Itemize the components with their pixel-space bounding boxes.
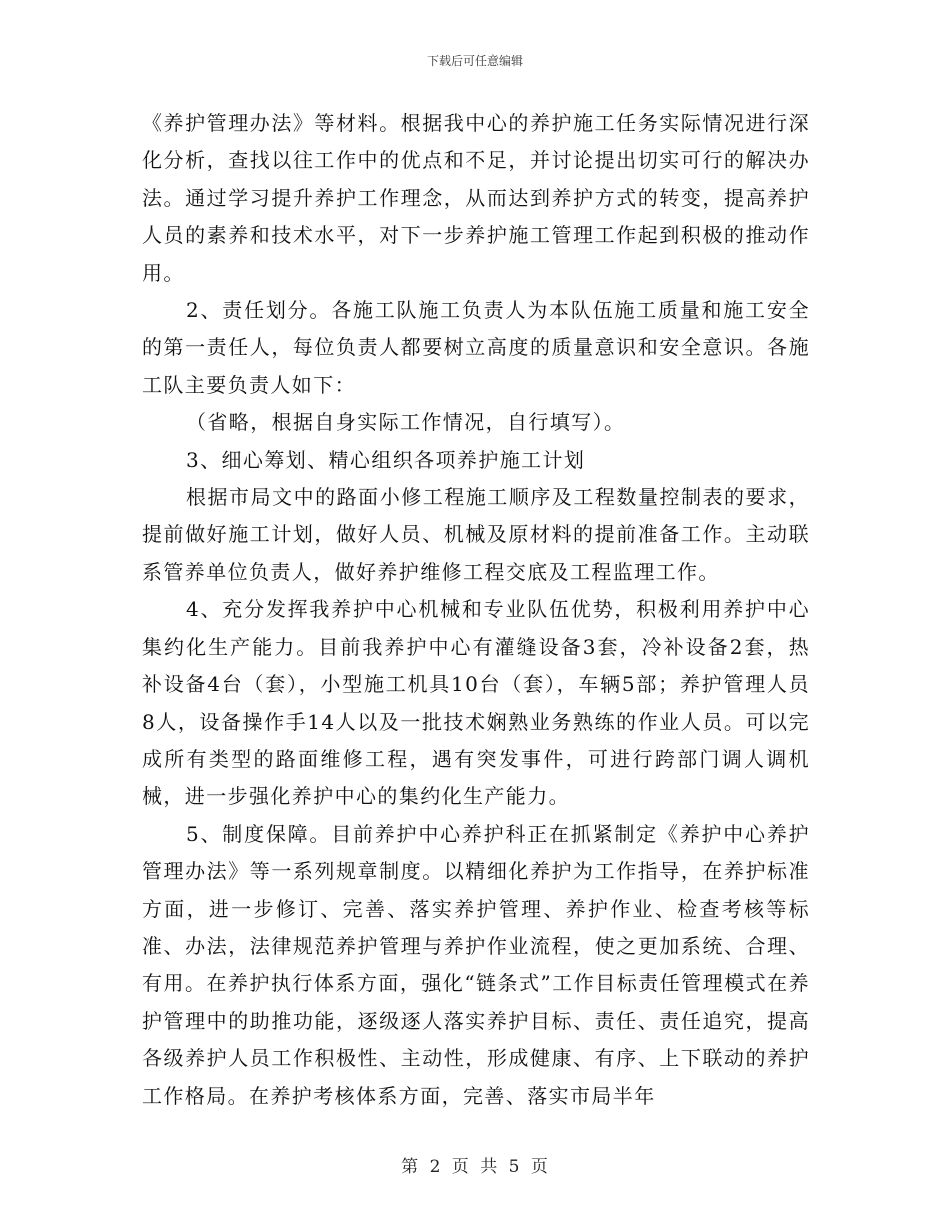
page-number: 第 2 页 共 5 页 xyxy=(401,1157,549,1177)
paragraph-4: 3、细心筹划、精心组织各项养护施工计划 xyxy=(186,447,586,472)
document-body xyxy=(142,105,810,1115)
paragraph-3: （省略，根据自身实际工作情况，自行填写）。 xyxy=(186,410,626,435)
paragraph-6: 4、充分发挥我养护中心机械和专业队伍优势，积极利用养护中心集约化生产能力。目前我养护中心有灌缝设备3套，冷补设备2套，热补设备4台（套），小型施工机具10台（套），车辆5部；养护管理人员8人，设备操作手14人以及一批技术娴熟业务熟练的作业人员。可以完成所有类型的路面维修工程，遇有突发事件，可进行跨部门调人调机械，进一步强化养护中心的集约化生产能力。 xyxy=(142,597,810,809)
paragraph-7: 5、制度保障。目前养护中心养护科正在抓紧制定《养护中心养护管理办法》等一系列规章制度。以精细化养护为工作指导，在养护标准方面，进一步修订、完善、落实养护管理、养护作业、检查考核等标准、办法，法律规范养护管理与养护作业流程，使之更加系统、合理、有用。在养护执行体系方面，强化“链条式”工作目标责任管理模式在养护管理中的助推功能，逐级逐人落实养护目标、责任、责任追究，提高各级养护人员工作积极性、主动性，形成健康、有序、上下联动的养护工作格局。在养护考核体系方面，完善、落实市局半年 xyxy=(142,821,810,1108)
paragraph-2: 2、责任划分。各施工队施工负责人为本队伍施工质量和施工安全的第一责任人，每位负责人都要树立高度的质量意识和安全意识。各施工队主要负责人如下： xyxy=(142,298,810,397)
paragraph-5: 根据市局文中的路面小修工程施工顺序及工程数量控制表的要求，提前做好施工计划，做好人员、机械及原材料的提前准备工作。主动联系管养单位负责人，做好养护维修工程交底及工程监理工作。 xyxy=(142,485,810,584)
page-header: 下载后可任意编辑 xyxy=(426,54,523,68)
paragraph-1: 《养护管理办法》等材料。根据我中心的养护施工任务实际情况进行深化分析，查找以往工作中的优点和不足，并讨论提出切实可行的解决办法。通过学习提升养护工作理念，从而达到养护方式的转变，提高养护人员的素养和技术水平，对下一步养护施工管理工作起到积极的推动作用。 xyxy=(142,111,810,285)
